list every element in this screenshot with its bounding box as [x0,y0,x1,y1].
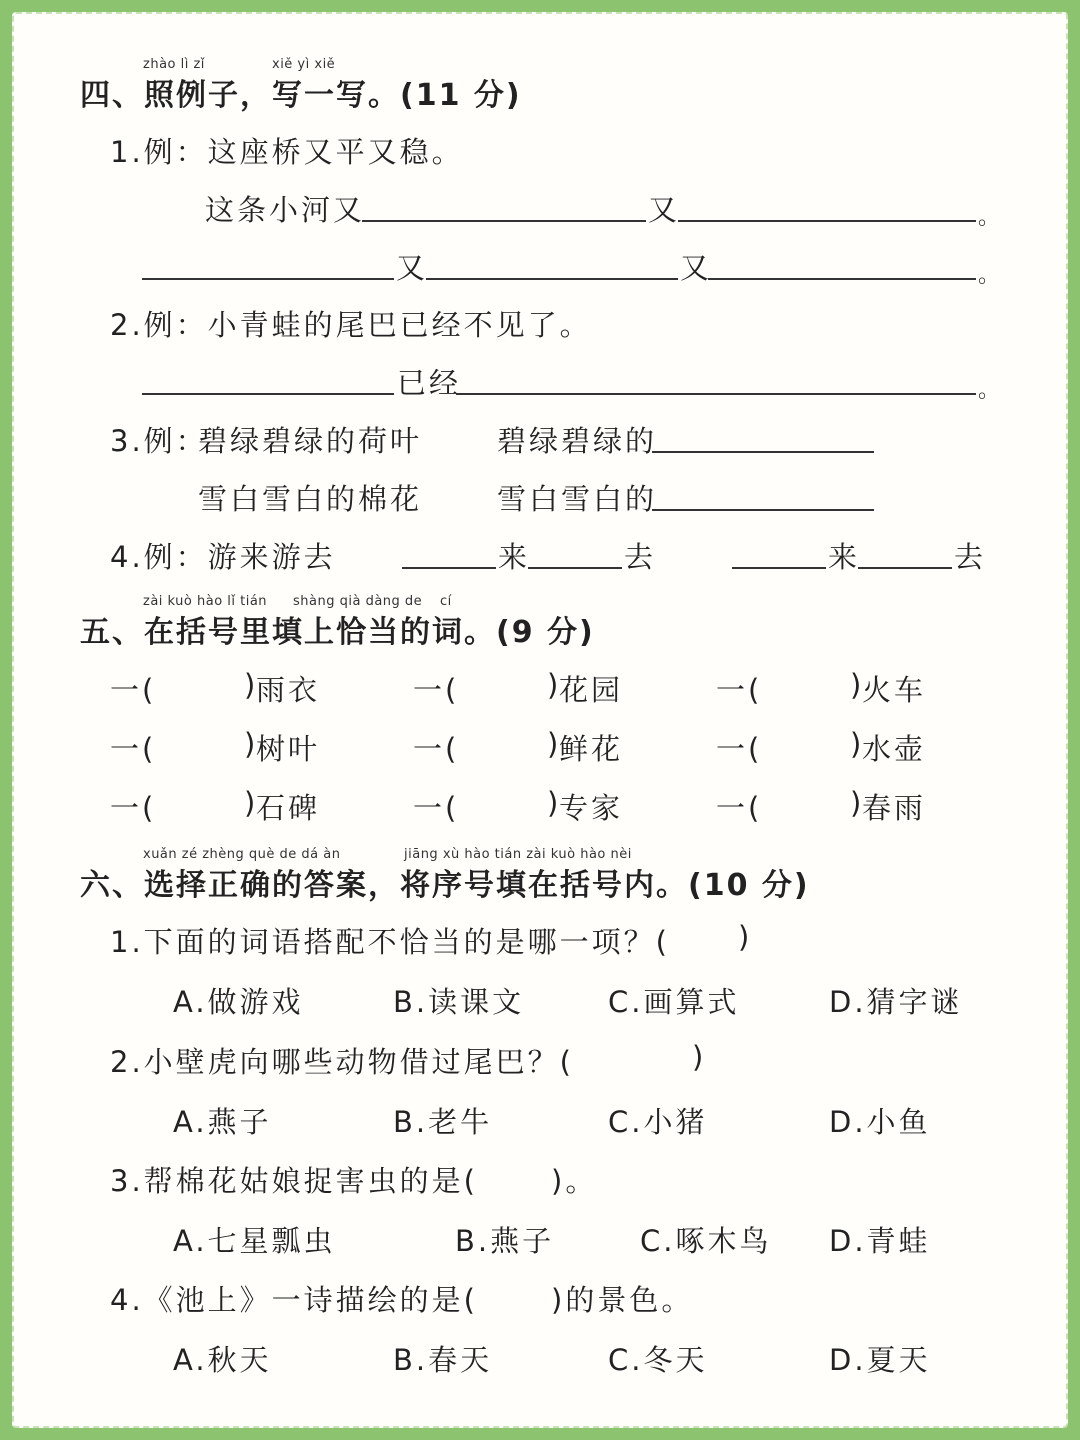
answer-option[interactable]: C.啄木鸟 [640,1224,772,1258]
q1-row2-blank-1[interactable] [142,278,394,280]
measure-open-paren: 一( [413,673,460,707]
question-text: 2.小壁虎向哪些动物借过尾巴？( [110,1045,574,1079]
answer-option[interactable]: C.小猪 [608,1105,708,1139]
q3-example-1: 碧绿碧绿的荷叶 [198,424,423,458]
measure-close-paren: ) [244,727,259,761]
q2-mid: 已经 [397,366,462,400]
measure-open-paren: 一( [110,673,157,707]
q4-lai-1: 来 [498,540,531,574]
measure-close-paren: ) [850,668,865,702]
measure-answer-slot[interactable] [764,670,848,706]
measure-close-paren: ) [244,668,259,702]
q4-qu-2: 去 [954,540,987,574]
question-close-paren: ) [738,920,753,954]
q3-fill-label-1: 碧绿碧绿的 [497,424,658,458]
measure-open-paren: 一( [413,791,460,825]
section6-pinyin-a: xuǎn zé zhèng què de dá àn [143,847,341,862]
q4-blank-1[interactable] [402,567,496,569]
measure-open-paren: 一( [716,673,763,707]
answer-option[interactable]: D.猜字谜 [829,985,963,1019]
q2-period: 。 [978,378,1001,403]
section5-title: 五、在括号里填上恰当的词。(9 分) [80,615,595,650]
q3-blank-1[interactable] [652,451,874,453]
measure-answer-slot[interactable] [764,729,848,765]
question-text: 1.下面的词语搭配不恰当的是哪一项？( [110,925,670,959]
measure-open-paren: 一( [716,732,763,766]
question-text: 4.《池上》一诗描绘的是( [110,1283,478,1317]
q3-fill-label-2: 雪白雪白的 [497,482,658,516]
measure-answer-slot[interactable] [158,670,242,706]
measure-answer-slot[interactable] [461,729,545,765]
section5-pinyin-a: zài kuò hào lǐ tián [143,594,268,609]
q4-qu-1: 去 [624,540,657,574]
section4-title: 四、照例子，写一写。(11 分) [80,78,522,113]
measure-answer-slot[interactable] [461,670,545,706]
q4-blank-3[interactable] [732,567,826,569]
q1-blank-2[interactable] [678,220,976,222]
measure-noun: 火车 [862,673,927,707]
q1-period: 。 [978,205,1001,230]
measure-close-paren: ) [547,668,562,702]
q3-example-2: 雪白雪白的棉花 [198,482,423,516]
section6-title: 六、选择正确的答案，将序号填在括号内。(10 分) [80,868,810,903]
answer-option[interactable]: A.燕子 [173,1105,272,1139]
measure-answer-slot[interactable] [764,788,848,824]
measure-close-paren: ) [850,786,865,820]
q4-lai-2: 来 [828,540,861,574]
measure-noun: 雨衣 [256,673,321,707]
measure-noun: 鲜花 [559,732,624,766]
section5-pinyin-c: cí [440,594,452,609]
measure-close-paren: ) [547,727,562,761]
section4-pinyin-a: zhào lì zǐ [143,57,205,72]
question-text: 3.帮棉花姑娘捉害虫的是( [110,1164,478,1198]
q2-blank-2[interactable] [456,393,976,395]
q3-label: 3.例： [110,424,208,458]
q1-mid: 又 [648,193,681,227]
measure-open-paren: 一( [110,791,157,825]
q1-row2-mid1: 又 [396,251,429,285]
measure-noun: 花园 [559,673,624,707]
q1-row2-blank-3[interactable] [708,278,976,280]
q3-blank-2[interactable] [652,509,874,511]
q4-blank-2[interactable] [528,567,622,569]
answer-option[interactable]: C.冬天 [608,1343,708,1377]
answer-option[interactable]: D.夏天 [829,1343,931,1377]
question-close-paren: )。 [551,1164,598,1198]
q4-blank-4[interactable] [858,567,952,569]
section4-pinyin-b: xiě yì xiě [272,57,336,72]
answer-option[interactable]: A.七星瓢虫 [173,1224,336,1258]
section6-pinyin-b: jiāng xù hào tián zài kuò hào nèi [404,847,632,862]
measure-open-paren: 一( [110,732,157,766]
measure-noun: 专家 [559,791,624,825]
measure-close-paren: ) [850,727,865,761]
measure-noun: 水壶 [862,732,927,766]
answer-option[interactable]: B.春天 [393,1343,493,1377]
q2-blank-1[interactable] [142,393,394,395]
answer-option[interactable]: D.青蛙 [829,1224,931,1258]
measure-close-paren: ) [547,786,562,820]
measure-close-paren: ) [244,786,259,820]
q1-row2-mid2: 又 [680,251,713,285]
q1-blank-1[interactable] [362,220,646,222]
answer-option[interactable]: B.燕子 [455,1224,555,1258]
worksheet-paper [12,12,1068,1428]
measure-noun: 树叶 [256,732,321,766]
answer-option[interactable]: A.做游戏 [173,985,304,1019]
measure-open-paren: 一( [413,732,460,766]
q1-example: 1.例：这座桥又平又稳。 [110,135,464,169]
measure-noun: 春雨 [862,791,927,825]
answer-option[interactable]: B.老牛 [393,1105,493,1139]
measure-answer-slot[interactable] [158,729,242,765]
answer-option[interactable]: D.小鱼 [829,1105,931,1139]
answer-option[interactable]: C.画算式 [608,985,740,1019]
q1-row2-period: 。 [978,263,1001,288]
answer-option[interactable]: A.秋天 [173,1343,272,1377]
question-close-paren: ) [692,1040,707,1074]
section5-pinyin-b: shàng qià dàng de [293,594,423,609]
q1-row2-blank-2[interactable] [426,278,678,280]
measure-answer-slot[interactable] [158,788,242,824]
q2-example: 2.例：小青蛙的尾巴已经不见了。 [110,308,592,342]
measure-answer-slot[interactable] [461,788,545,824]
measure-noun: 石碑 [256,791,321,825]
answer-option[interactable]: B.读课文 [393,985,525,1019]
measure-open-paren: 一( [716,791,763,825]
question-close-paren: )的景色。 [551,1283,694,1317]
q4-example: 4.例：游来游去 [110,540,336,574]
q1-prefix: 这条小河又 [205,193,366,227]
